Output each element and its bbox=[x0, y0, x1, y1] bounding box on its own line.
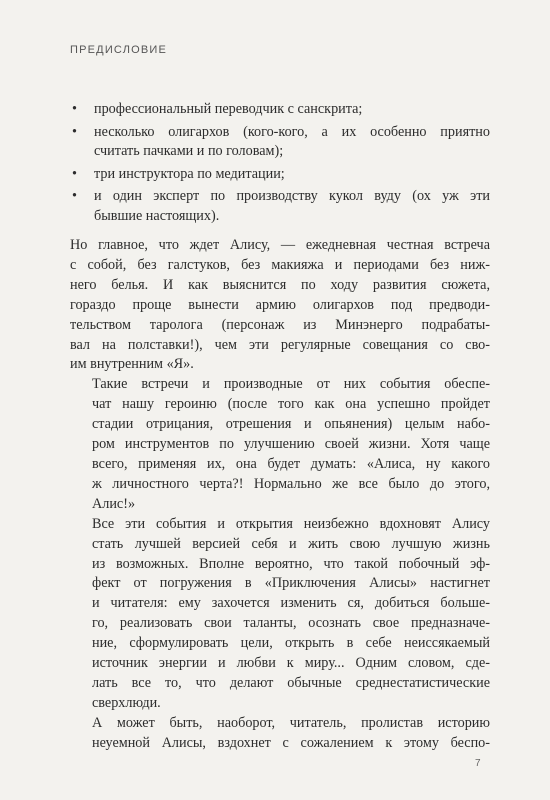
bullet-line: профессиональный переводчик с санскрита; bbox=[94, 101, 363, 117]
bullet-dot-icon: • bbox=[72, 101, 77, 117]
bullet-line: считать пачками и по головам); bbox=[94, 143, 284, 159]
paragraph-line: из возможных. Вполне вероятно, что такой побочный эф- bbox=[92, 555, 490, 572]
bullet-item bbox=[70, 123, 490, 162]
page-number: 7 bbox=[475, 758, 481, 769]
paragraph-line: ром инструментов по улучшению своей жизни. Хотя чаще bbox=[92, 436, 490, 453]
paragraph-line: стадии отрицания, отрешения и опьянения) целым набо- bbox=[92, 416, 490, 433]
paragraph bbox=[70, 375, 490, 514]
bullet-dot-icon: • bbox=[72, 165, 77, 182]
paragraph-line: с собой, без галстуков, без макияжа и периодами без ниж- bbox=[70, 256, 490, 273]
bullet-dot-icon: • bbox=[72, 123, 77, 140]
paragraph-line: стать лучшей версией себя и жить свою лучшую жизнь bbox=[92, 535, 490, 552]
paragraph-line: неуемной Алисы, вздохнет с сожалением к этому беспо- bbox=[92, 734, 490, 751]
paragraph-line: вал на полставки!), чем эти регулярные совещания со сво- bbox=[70, 336, 490, 353]
paragraph-line: ние, сформулировать цели, открыть в себе неиссякаемый bbox=[92, 635, 490, 652]
paragraph-line: им внутренним «Я». bbox=[70, 356, 194, 373]
bullet-item bbox=[70, 187, 490, 226]
paragraph-line: Алис!» bbox=[92, 495, 136, 512]
running-head: ПРЕДИСЛОВИЕ bbox=[70, 44, 168, 56]
paragraph-line: чат нашу героиню (после того как она успешно пройдет bbox=[92, 396, 490, 413]
paragraph-line: Но главное, что ждет Алису, — ежедневная честная встреча bbox=[70, 237, 490, 253]
paragraph-line: Такие встречи и производные от них события обеспе- bbox=[92, 376, 490, 393]
paragraph bbox=[70, 515, 490, 714]
paragraph-line: ж личностного черта?! Нормально же все было до этого, bbox=[92, 475, 490, 492]
bullet-list bbox=[70, 100, 490, 229]
body-text bbox=[70, 236, 490, 754]
paragraph-line: фект от погружения в «Приключения Алисы» настигнет bbox=[92, 575, 490, 592]
paragraph-line: него белья. И как выяснится по ходу развития сюжета, bbox=[70, 276, 490, 293]
bullet-line: три инструктора по медитации; bbox=[94, 165, 285, 182]
paragraph-line: всего, применяя их, она будет думать: «Алиса, ну какого bbox=[92, 455, 490, 472]
bullet-dot-icon: • bbox=[72, 188, 77, 204]
paragraph-line: тельством таролога (персонаж из Минэнерго подрабаты- bbox=[70, 316, 490, 333]
paragraph-line: го, реализовать свои таланты, осознать свое предназначе- bbox=[92, 615, 490, 632]
paragraph bbox=[70, 236, 490, 375]
bullet-line: и один эксперт по производству кукол вуду (ох уж эти bbox=[94, 188, 490, 204]
paragraph-line: лать все то, что делают обычные среднестатистические bbox=[92, 674, 490, 691]
paragraph-line: и читателя: ему захочется изменить ся, добиться больше- bbox=[92, 595, 490, 612]
bullet-item bbox=[70, 165, 490, 185]
paragraph bbox=[70, 714, 490, 754]
bullet-item bbox=[70, 100, 490, 120]
paragraph-line: гораздо проще вынести армию олигархов под предводи- bbox=[70, 296, 490, 313]
bullet-line: несколько олигархов (кого-кого, а их особенно приятно bbox=[94, 123, 490, 140]
paragraph-line: сверхлюди. bbox=[92, 694, 161, 711]
paragraph-line: источник энергии и любви к миру... Одним словом, сде- bbox=[92, 655, 490, 672]
paragraph-line: А может быть, наоборот, читатель, пролистав историю bbox=[92, 714, 490, 731]
paragraph-line: Все эти события и открытия неизбежно вдохновят Алису bbox=[92, 515, 490, 532]
bullet-line: бывшие настоящих). bbox=[94, 207, 220, 224]
